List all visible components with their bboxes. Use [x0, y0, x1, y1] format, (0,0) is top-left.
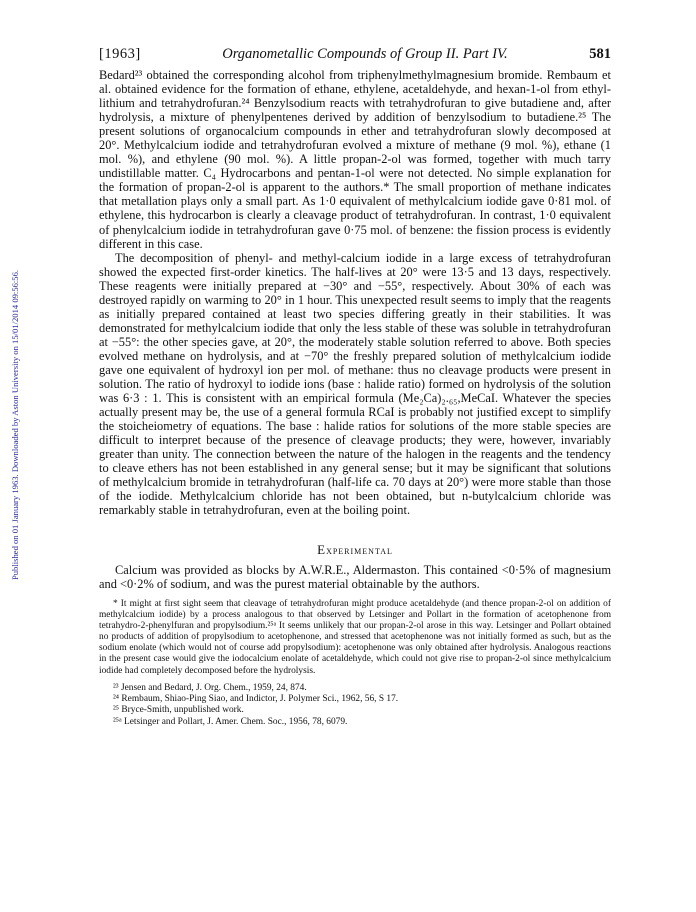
page-number: 581 [589, 46, 611, 62]
body-paragraph-2: The decomposition of phenyl- and methyl-calcium iodide in a large excess of tetrahydrofuran showed the expected first-order kinetics. The half-lives at 20° were 13·5 and 13 days, respectively. These reagents were initially prepared at −30° and −55°, respectively. About 30% of each was destroyed rapidly on warming to 20° in 1 hour. This unexpected result seems to imply that the reagents as initially prepared contained at least two species differing greatly in their stabilities. It was demonstrated for methylcalcium iodide that only the less stable of these was soluble in tetrahydrofuran at −55°: the other species gave, at 20°, the moderately stable solution referred to above. Both species evolved methane on hydrolysis, and at −70° the freshly prepared solution of methylcalcium iodide gave one equivalent of hydroxyl ion per mol. of methane: thus no cleavage products were present in solution. The ratio of hydroxyl to iodide ions (base : halide ratio) formed on hydrolysis of the solution was 6·3 : 1. This is consistent with an empirical formula (Me₂Ca)₂.₆₅,MeCaI. Whatever the species actually present may be, the use of a general formula RCaI is probably not justified except to simplify the stoicheiometry of equations. The base : halide ratios for solutions of the more stable species are difficult to interpret because of the presence of cleavage products; they were, however, invariably greater than unity. The connection between the nature of the halogen in the reagents and the tendency to cleave ethers has not been established in any general sense; but it may be significant that solutions of methylcalcium bromide in tetrahydrofuran (half-life ca. 70 days at 20°) were more stable than those of the iodide. Methylcalcium chloride has not been obtained, but n-butylcalcium chloride was remarkably stable in tetrahydrofuran, even at the boiling point. [99, 250, 611, 518]
reference-list [99, 683, 611, 728]
body-paragraph-1: Bedard²³ obtained the corresponding alcohol from triphenylmethylmagnesium bromide. Rembaum et al. obtained evidence for the formation of ethane, ethylene, acetaldehyde, and hexan-1-ol from ethyl-lithium and tetrahydrofuran.²⁴ Benzylsodium reacts with tetrahydrofuran to give butadiene and, after hydrolysis, a mixture of phenylpentenes derived by addition of benzylsodium to butadiene.²⁵ The present solutions of organocalcium compounds in ether and tetrahydrofuran slowly decomposed at 20°. Methylcalcium iodide and tetrahydrofuran evolved a mixture of methane (9 mol. %), ethane (1 mol. %), and ethylene (90 mol. %). A little propan-2-ol was formed, together with much tarry undistillable matter. C₄ Hydrocarbons and pentan-1-ol were not detected. No simple explanation for the formation of propan-2-ol is apparent to the authors.* The small proportion of methane indicates that metallation plays only a small part. As 1·0 equivalent of methylcalcium iodide gave 0·81 mol. of ethylene, this hydrocarbon is clearly a cleavage product of tetrahydrofuran. In contrast, 1·0 equivalent of phenylcalcium iodide in tetrahydrofuran gave 0·75 mol. of benzene: the fission process is evidently different in this case. [99, 68, 611, 251]
experimental-paragraph: Calcium was provided as blocks by A.W.R.E., Aldermaston. This contained <0·5% of magnesium and <0·2% of sodium, and was the purest material obtainable by the authors. [99, 562, 611, 591]
footnote-text: * It might at first sight seem that cleavage of tetrahydrofuran might produce acetaldehyde (and thence propan-2-ol on addition of methylcalcium iodide) by a process analogous to that observed by Letsinger and Pollart in the formation of acetophenone from tetrahydro-2-phenylfuran and propylsodium.²⁵ᵃ It seems unlikely that our propan-2-ol arose in this way. Letsinger and Pollart obtained no products of addition of propylsodium to acetophenone, and stressed that acetophenone was not initially formed as such, but as the sodium enolate (which would not of course add propylsodium): acetophenone was only obtained after hydrolysis. Analogous reactions in the present case would give the iodocalcium enolate of acetaldehyde, which could not give rise to propan-2-ol since methylcalcium iodide had completely decomposed before the hydrolysis. [99, 598, 611, 676]
reference-item: ²⁵ᵃ Letsinger and Pollart, J. Amer. Chem. Soc., 1956, 78, 6079. [113, 716, 348, 727]
footnote [99, 599, 611, 677]
reference-item: ²⁵ Bryce-Smith, unpublished work. [113, 705, 244, 716]
download-watermark [8, 130, 22, 720]
reference-item: ²⁴ Rembaum, Shiao-Ping Siao, and Indictor, J. Polymer Sci., 1962, 56, S 17. [113, 693, 399, 704]
header-title: Organometallic Compounds of Group II. Part IV. [222, 46, 508, 62]
running-header [99, 46, 611, 63]
main-text [99, 68, 611, 591]
section-heading: Experimental [317, 541, 393, 557]
journal-page [99, 46, 611, 728]
header-year: [1963] [99, 46, 141, 62]
download-watermark-text: Published on 01 January 1963. Downloaded by Aston University on 15/01/2014 09:56:56. [10, 269, 20, 581]
reference-item: ²³ Jensen and Bedard, J. Org. Chem., 1959, 24, 874. [113, 682, 307, 693]
